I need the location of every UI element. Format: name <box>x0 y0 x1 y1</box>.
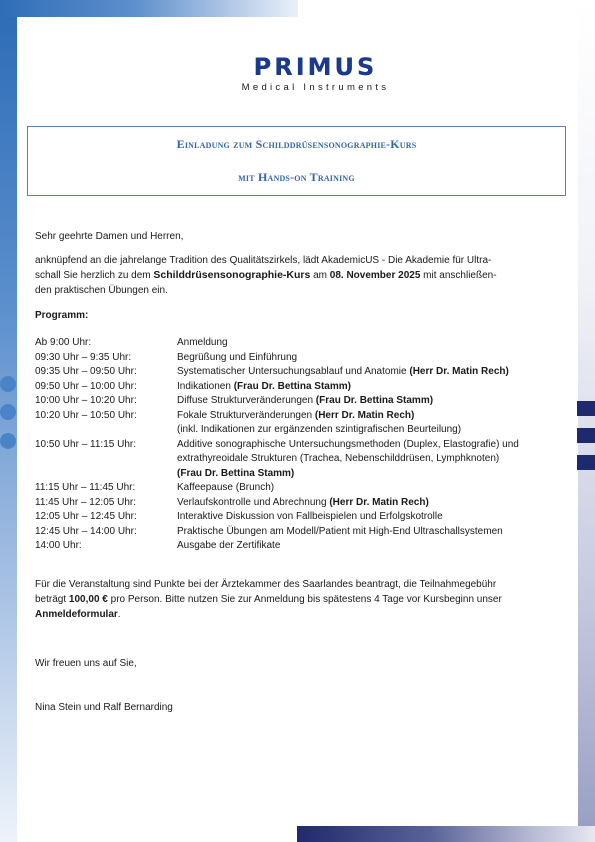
program-row <box>35 496 575 510</box>
program-time: 09:35 Uhr – 09:50 Uhr: <box>35 366 137 377</box>
decorative-circle <box>0 433 16 449</box>
salutation: Sehr geehrte Damen und Herren, <box>35 231 184 242</box>
closing: Wir freuen uns auf Sie, <box>35 658 137 669</box>
program-time: 11:15 Uhr – 11:45 Uhr: <box>35 482 136 493</box>
program-topic: Praktische Übungen am Modell/Patient mit High-End Ultraschallsystemen <box>177 525 503 537</box>
program-description <box>177 380 567 395</box>
program-description <box>177 510 567 525</box>
decorative-top-bar <box>0 0 298 17</box>
program-time: 12:05 Uhr – 12:45 Uhr: <box>35 511 137 522</box>
intro-text: schall Sie herzlich zu dem <box>35 270 154 281</box>
decorative-square <box>577 428 595 443</box>
program-row <box>35 351 575 365</box>
signature: Nina Stein und Ralf Bernarding <box>35 702 173 713</box>
program-topic: Verlaufskontrolle und Abrechnung <box>177 496 330 508</box>
program-row <box>35 525 575 539</box>
decorative-bottom-bar <box>297 826 595 842</box>
course-date: 08. November 2025 <box>329 270 421 281</box>
decorative-circle <box>0 404 16 420</box>
program-time: 11:45 Uhr – 12:05 Uhr: <box>35 496 136 508</box>
intro-line <box>35 268 560 283</box>
fee-text: beträgt <box>35 594 69 605</box>
program-row <box>35 380 575 394</box>
company-logo-subtitle: Medical Instruments <box>241 82 390 93</box>
program-topic: extrathyreoidale Strukturen (Trachea, Nebenschilddrüsen, Lymphknoten) <box>177 453 500 464</box>
program-row <box>35 438 575 452</box>
program-topic: Ausgabe der Zertifikate <box>177 540 281 551</box>
program-description <box>177 467 567 482</box>
program-description <box>177 409 567 424</box>
program-topic: Anmeldung <box>177 337 228 348</box>
program-row <box>35 467 575 481</box>
program-description <box>177 423 567 438</box>
program-time: Ab 9:00 Uhr: <box>35 337 92 348</box>
program-description <box>177 336 567 351</box>
intro-text: am <box>310 270 330 281</box>
program-row <box>35 510 575 524</box>
fee-price: 100,00 € <box>68 594 108 605</box>
intro-paragraph <box>35 253 560 298</box>
program-topic: Diffuse Strukturveränderungen <box>177 395 316 406</box>
program-time: 12:45 Uhr – 14:00 Uhr: <box>35 525 137 537</box>
program-speaker: (Herr Dr. Matin Rech) <box>409 366 509 377</box>
program-heading: Programm: <box>35 310 89 321</box>
program-speaker: (Frau Dr. Bettina Stamm) <box>315 395 434 406</box>
program-description <box>177 365 567 380</box>
program-description <box>177 438 567 453</box>
program-description <box>177 525 567 540</box>
intro-line: den praktischen Übungen ein. <box>35 285 168 296</box>
program-topic: Indikationen <box>177 380 234 392</box>
program-time: 10:50 Uhr – 11:15 Uhr: <box>35 438 136 450</box>
program-topic: Systematischer Untersuchungsablauf und Anatomie <box>177 366 410 377</box>
program-time: 14:00 Uhr: <box>35 540 82 551</box>
program-topic: Fokale Strukturveränderungen <box>177 409 315 421</box>
program-time: 10:20 Uhr – 10:50 Uhr: <box>35 409 137 421</box>
decorative-square <box>577 401 595 416</box>
document-subtitle: mit Hands-on Training <box>238 170 355 184</box>
program-description <box>177 496 567 511</box>
program-topic: Begrüßung und Einführung <box>177 351 298 363</box>
program-row <box>35 539 575 553</box>
program-time: 10:00 Uhr – 10:20 Uhr: <box>35 395 137 406</box>
program-speaker: (Herr Dr. Matin Rech) <box>329 496 429 508</box>
program-row <box>35 452 575 466</box>
program-description <box>177 539 567 554</box>
fee-line <box>35 607 560 622</box>
intro-line: anknüpfend an die jahrelange Tradition des Qualitätszirkels, lädt AkademicUS - Die Akademie für Ultra- <box>35 255 492 266</box>
program-time: 09:50 Uhr – 10:00 Uhr: <box>35 380 137 392</box>
program-description <box>177 394 567 409</box>
fee-line: Für die Veranstaltung sind Punkte bei der Ärztekammer des Saarlandes beantragt, die Teilnahmegebühr <box>35 579 497 590</box>
program-row <box>35 481 575 495</box>
program-row <box>35 336 575 350</box>
program-row <box>35 423 575 437</box>
registration-form-link[interactable]: Anmeldeformular <box>35 609 118 620</box>
company-logo: PRIMUS <box>253 53 378 81</box>
fee-line <box>35 592 560 607</box>
program-speaker: (Frau Dr. Bettina Stamm) <box>233 380 351 392</box>
program-topic: (inkl. Indikationen zur ergänzenden szintigrafischen Beurteilung) <box>177 424 462 435</box>
program-description <box>177 351 567 366</box>
program-speaker: (Herr Dr. Matin Rech) <box>314 409 415 421</box>
program-topic: Additive sonographische Untersuchungsmethoden (Duplex, Elastografie) und <box>177 438 519 450</box>
program-topic: Kaffeepause (Brunch) <box>177 482 275 493</box>
decorative-circle <box>0 376 16 392</box>
program-time: 09:30 Uhr – 9:35 Uhr: <box>35 351 132 363</box>
intro-text: mit anschließen- <box>420 270 497 281</box>
program-description <box>177 481 567 496</box>
program-row <box>35 394 575 408</box>
program-topic: Interaktive Diskussion von Fallbeispielen und Erfolgskotrolle <box>177 511 443 522</box>
course-name: Schilddrüsensonographie-Kurs <box>153 269 311 281</box>
program-speaker: (Frau Dr. Bettina Stamm) <box>177 467 295 479</box>
document-title: Einladung zum Schilddrüsensonographie-Kurs <box>176 137 417 151</box>
decorative-square <box>577 455 595 470</box>
program-row <box>35 409 575 423</box>
program-row <box>35 365 575 379</box>
fee-paragraph <box>35 577 560 622</box>
decorative-left-bar <box>0 17 17 842</box>
title-box <box>27 126 566 196</box>
program-description <box>177 452 567 467</box>
fee-text: pro Person. Bitte nutzen Sie zur Anmeldung bis spätestens 4 Tage vor Kursbeginn unser <box>107 594 502 605</box>
fee-text: . <box>117 609 121 620</box>
